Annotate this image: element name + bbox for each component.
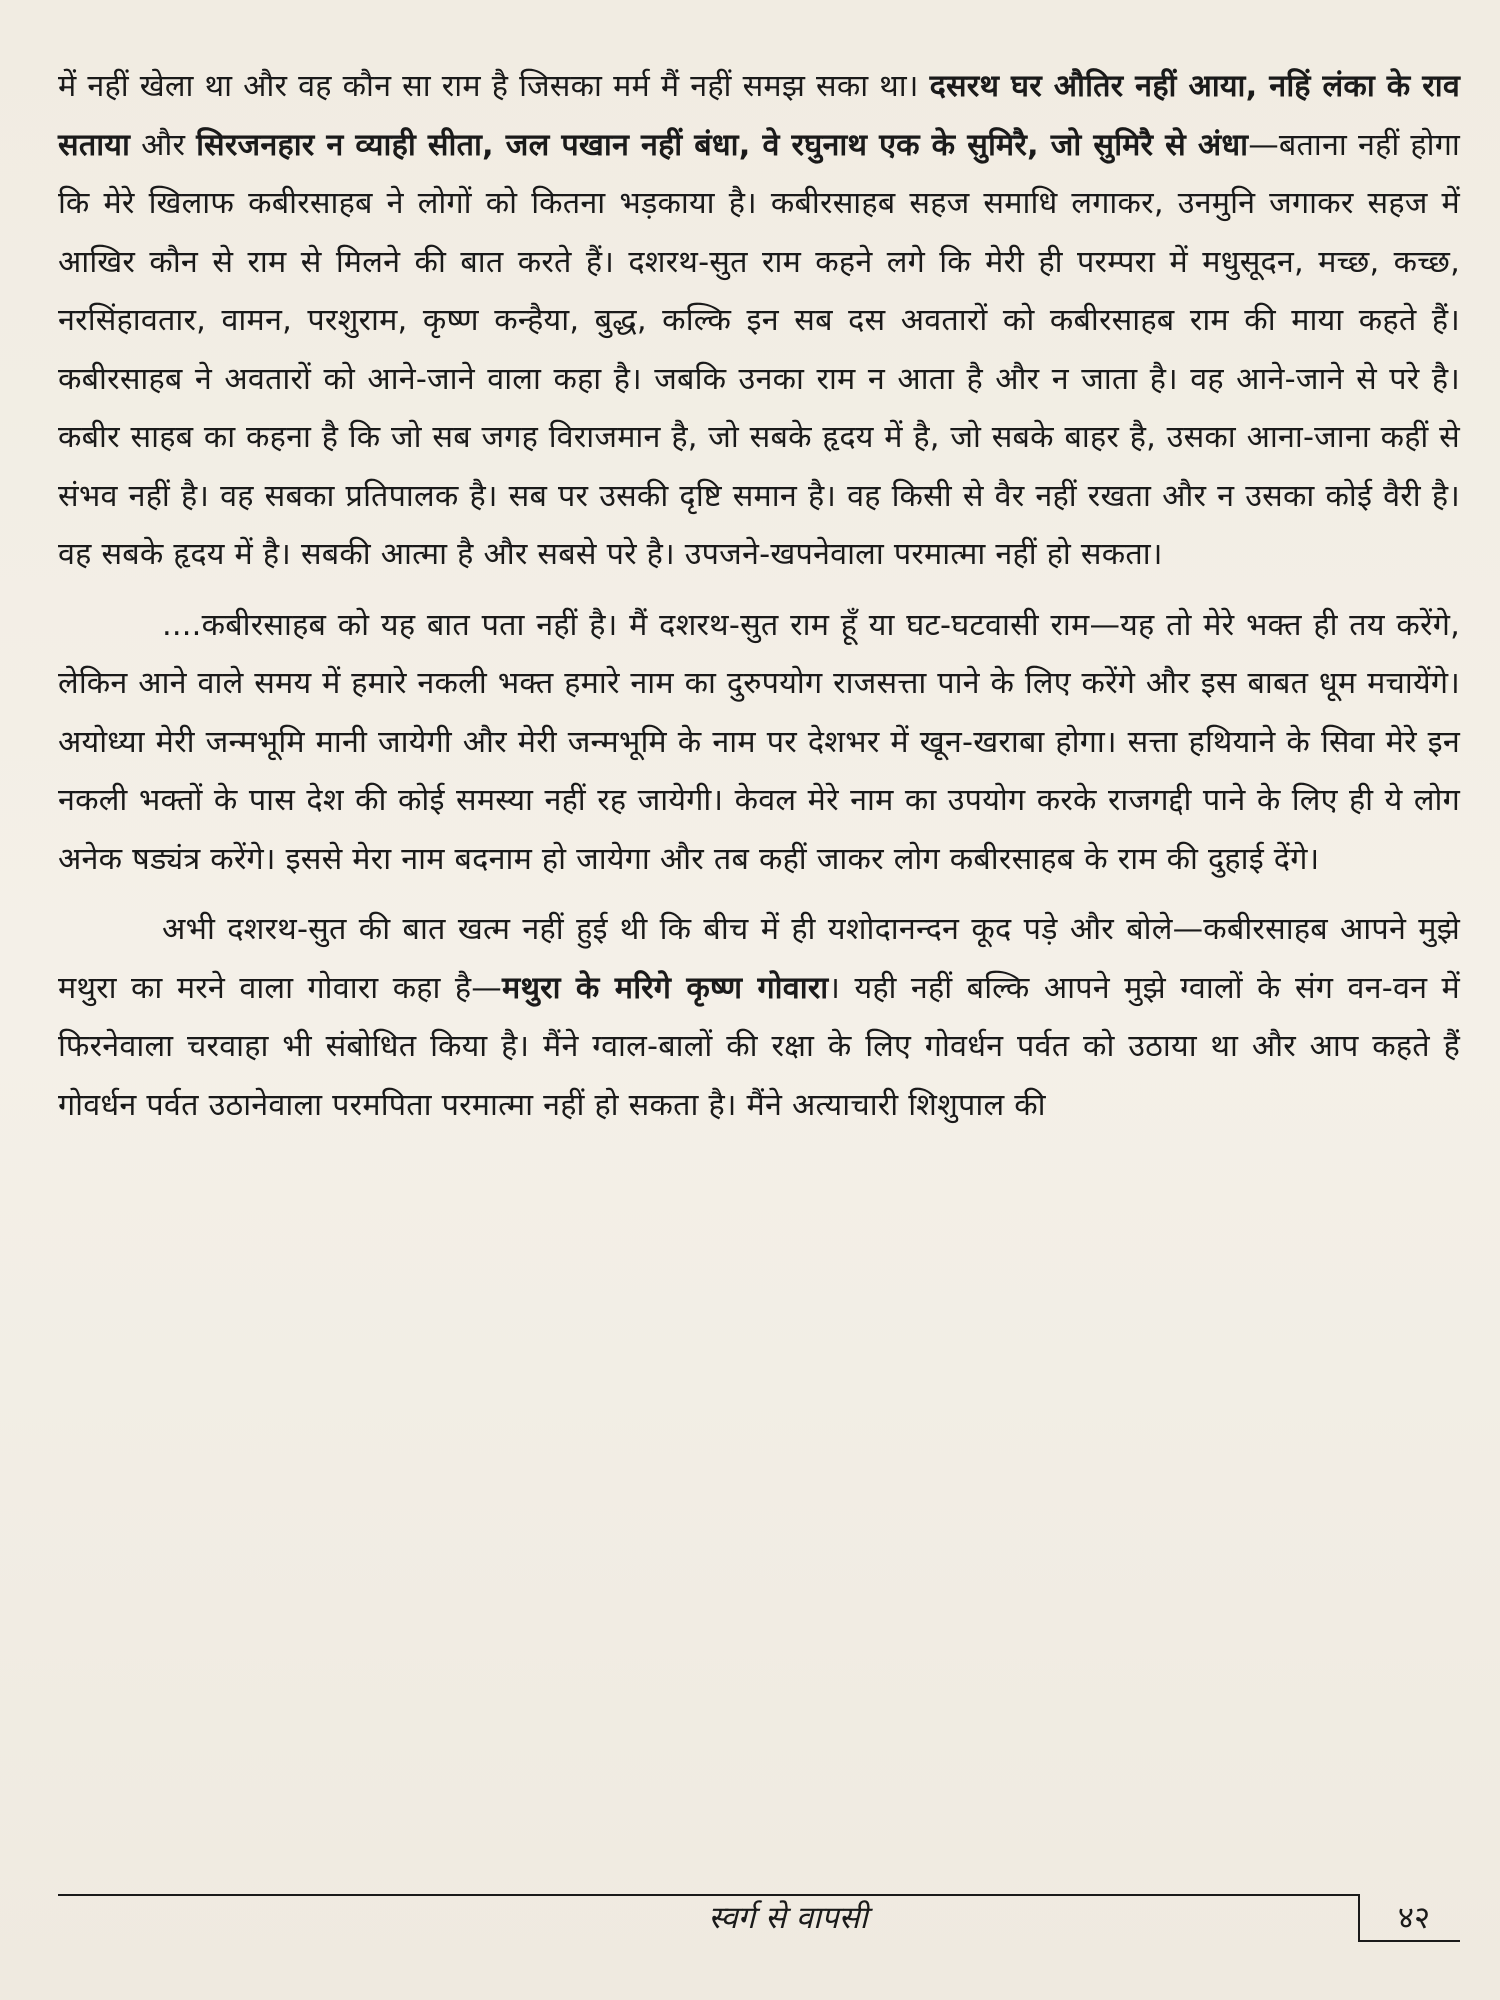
running-title: स्वर्ग से वापसी: [708, 1900, 868, 1936]
text-run: में नहीं खेला था और वह कौन सा राम है जिसका मर्म मैं नहीं समझ सका था।: [58, 69, 930, 104]
paragraph-2: [58, 597, 1460, 890]
bold-quote: मथुरा के मरिगे कृष्ण गोवारा: [502, 970, 829, 1006]
paragraph-3: [58, 901, 1460, 1135]
footer-divider: [1358, 1894, 1360, 1940]
text-run: अभी दशरथ-सुत की बात खत्म नहीं हुई थी कि बीच में ही यशोदानन्दन कूद पड़े और बोले—कबीरसाहब आपने मुझे मथुरा का मरने वाला गोवारा कहा है—: [58, 912, 1460, 1006]
text-run: और: [130, 127, 197, 163]
text-run: । यही नहीं बल्कि आपने मुझे ग्वालों के संग वन-वन में फिरनेवाला चरवाहा भी संबोधित किया है। मैंने ग्वाल-बालों की रक्षा के लिए गोवर्धन पर्वत को उठाया था और आप कहते हैं गोवर्धन पर्वत उठानेवाला परमपिता परमात्मा नहीं हो सकता है। मैंने अत्याचारी शिशुपाल की: [58, 970, 1460, 1123]
bold-quote: दसरथ घर औतिर नहीं आया, नहिं लंका के राव सताया: [58, 69, 1460, 163]
text-run: ....कबीरसाहब को यह बात पता नहीं है। मैं दशरथ-सुत राम हूँ या घट-घटवासी राम—यह तो मेरे भक्त ही तय करेंगे, लेकिन आने वाले समय में हमारे नकली भक्त हमारे नाम का दुरुपयोग राजसत्ता पाने के लिए करेंगे और इस बाबत धूम मचायेंगे। अयोध्या मेरी जन्मभूमि मानी जायेगी और मेरी जन्मभूमि के नाम पर देशभर में खून-खराबा होगा। सत्ता हथियाने के सिवा मेरे इन नकली भक्तों के पास देश की कोई समस्या नहीं रह जायेगी। केवल मेरे नाम का उपयोग करके राजगद्दी पाने के लिए ही ये लोग अनेक षड्यंत्र करेंगे। इससे मेरा नाम बदनाम हो जायेगा और तब कहीं जाकर लोग कबीरसाहब के राम की दुहाई देंगे।: [58, 607, 1460, 877]
page-footer: [58, 1880, 1460, 1950]
text-run: —बताना नहीं होगा कि मेरे खिलाफ कबीरसाहब ने लोगों को कितना भड़काया है। कबीरसाहब सहज समाधि लगाकर, उनमुनि जगाकर सहज में आखिर कौन से राम से मिलने की बात करते हैं। दशरथ-सुत राम कहने लगे कि मेरी ही परम्परा में मधुसूदन, मच्छ, कच्छ, नरसिंहावतार, वामन, परशुराम, कृष्ण कन्हैया, बुद्ध, कल्कि इन सब दस अवतारों को कबीरसाहब राम की माया कहते हैं। कबीरसाहब ने अवतारों को आने-जाने वाला कहा है। जबकि उनका राम न आता है और न जाता है। वह आने-जाने से परे है। कबीर साहब का कहना है कि जो सब जगह विराजमान है, जो सबके हृदय में है, जो सबके बाहर है, उसका आना-जाना कहीं से संभव नहीं है। वह सबका प्रतिपालक है। सब पर उसकी दृष्टि समान है। वह किसी से वैर नहीं रखता और न उसका कोई वैरी है। वह सबके हृदय में है। सबकी आत्मा है और सबसे परे है। उपजने-खपनेवाला परमात्मा नहीं हो सकता।: [58, 127, 1460, 572]
page-number: ४२: [1397, 1900, 1431, 1936]
page-number-underline: [1358, 1940, 1460, 1942]
paragraph-1: [58, 58, 1460, 585]
bold-quote: सिरजनहार न व्याही सीता, जल पखान नहीं बंधा, वे रघुनाथ एक के सुमिरै, जो सुमिरै से अंधा: [196, 127, 1249, 163]
